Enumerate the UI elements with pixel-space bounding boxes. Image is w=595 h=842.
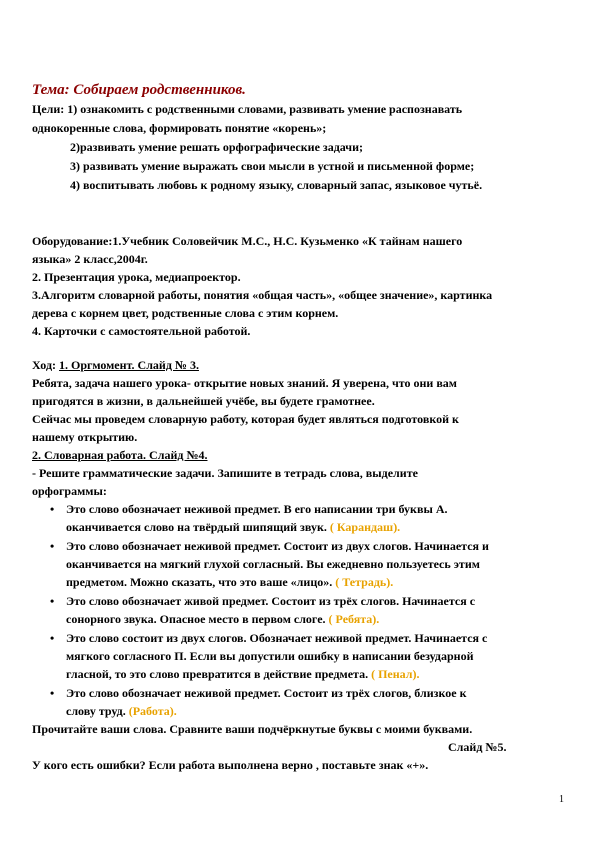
riddle-4-answer: ( Пенал). — [368, 667, 420, 681]
goals-line-1: Цели: 1) ознакомить с родственными словами, развивать умение распознавать — [32, 102, 463, 116]
goals-item-3: 3) развивать умение выражать свои мысли в устной и письменной форме; — [70, 159, 475, 173]
equipment-line-3: 2. Презентация урока, медиапроектор. — [32, 270, 241, 284]
riddle-5-answer: (Работа). — [125, 704, 177, 718]
closing-line-1: Прочитайте ваши слова. Сравните ваши подчёркнутые буквы с моими буквами. — [32, 722, 473, 736]
task-line-1: - Решите грамматические задачи. Запишите в тетрадь слова, выделите — [32, 466, 418, 480]
riddle-4-line-3: гласной, то это слово превратится в действие предмета. ( Пенал). — [66, 667, 420, 681]
bullet-dot: • — [50, 686, 55, 700]
equipment-line-2: языка» 2 класс,2004г. — [32, 252, 148, 266]
lesson-step-1 — [32, 358, 199, 373]
page-title: Тема: Собираем родственников. — [32, 82, 246, 98]
bullet-dot: • — [50, 539, 55, 553]
goals-line-2: однокоренные слова, формировать понятие «корень»; — [32, 121, 327, 135]
riddle-1-line-1: Это слово обозначает неживой предмет. В его написании три буквы А. — [66, 502, 448, 516]
riddle-2-line-3: предметом. Можно сказать, что это ваше «лицо». ( Тетрадь). — [66, 575, 394, 589]
equipment-line-6: 4. Карточки с самостоятельной работой. — [32, 324, 251, 338]
page-number: 1 — [559, 794, 564, 805]
lesson-paragraph-2: пригодятся в жизни, в дальнейшей учёбе, вы будете грамотнее. — [32, 394, 375, 408]
riddle-5-line-1: Это слово обозначает неживой предмет. Состоит из трёх слогов, близкое к — [66, 686, 467, 700]
lesson-paragraph-4: нашему открытию. — [32, 430, 138, 444]
step-2-heading: 2. Словарная работа. Слайд №4. — [32, 448, 208, 462]
riddle-5-line-2: слову труд. (Работа). — [66, 704, 177, 718]
goals-item-4: 4) воспитывать любовь к родному языку, словарный запас, языковое чутьё. — [70, 178, 483, 192]
riddle-3-answer: ( Ребята). — [325, 612, 380, 626]
riddle-2-line-2: оканчивается на мягкий глухой согласный. Вы ежедневно пользуетесь этим — [66, 557, 480, 571]
task-line-2: орфограммы: — [32, 484, 107, 498]
riddle-2-line-1: Это слово обозначает неживой предмет. Состоит из двух слогов. Начинается и — [66, 539, 489, 553]
equipment-line-4: 3.Алгоритм словарной работы, понятия «общая часть», «общее значение», картинка — [32, 288, 493, 302]
equipment-line-1: Оборудование:1.Учебник Соловейчик М.С., Н.С. Кузьменко «К тайнам нашего — [32, 234, 463, 248]
lesson-paragraph-3: Сейчас мы проведем словарную работу, которая будет являться подготовкой к — [32, 412, 459, 426]
goals-item-2: 2)развивать умение решать орфографические задачи; — [70, 140, 363, 154]
lesson-prefix: Ход: — [32, 358, 60, 372]
riddle-1-line-2: оканчивается слово на твёрдый шипящий звук. ( Карандаш). — [66, 520, 401, 534]
riddle-4-line-2: мягкого согласного П. Если вы допустили ошибку в написании безударной — [66, 649, 474, 663]
closing-slide-ref: Слайд №5. — [448, 740, 507, 754]
riddle-1-answer: ( Карандаш). — [326, 520, 401, 534]
closing-line-3: У кого есть ошибки? Если работа выполнена верно , поставьте знак «+». — [32, 758, 429, 772]
bullet-dot: • — [50, 502, 55, 516]
step-1-heading: 1. Оргмомент. Слайд № 3. — [59, 358, 199, 372]
riddle-3-line-2: сонорного звука. Опасное место в первом слоге. ( Ребята). — [66, 612, 380, 626]
bullet-dot: • — [50, 631, 55, 645]
equipment-line-5: дерева с корнем цвет, родственные слова с этим корнем. — [32, 306, 339, 320]
riddle-2-answer: ( Тетрадь). — [332, 575, 394, 589]
bullet-dot: • — [50, 594, 55, 608]
riddle-3-line-1: Это слово обозначает живой предмет. Состоит из трёх слогов. Начинается с — [66, 594, 476, 608]
lesson-paragraph-1: Ребята, задача нашего урока- открытие новых знаний. Я уверена, что они вам — [32, 376, 457, 390]
riddle-4-line-1: Это слово состоит из двух слогов. Обозначает неживой предмет. Начинается с — [66, 631, 488, 645]
